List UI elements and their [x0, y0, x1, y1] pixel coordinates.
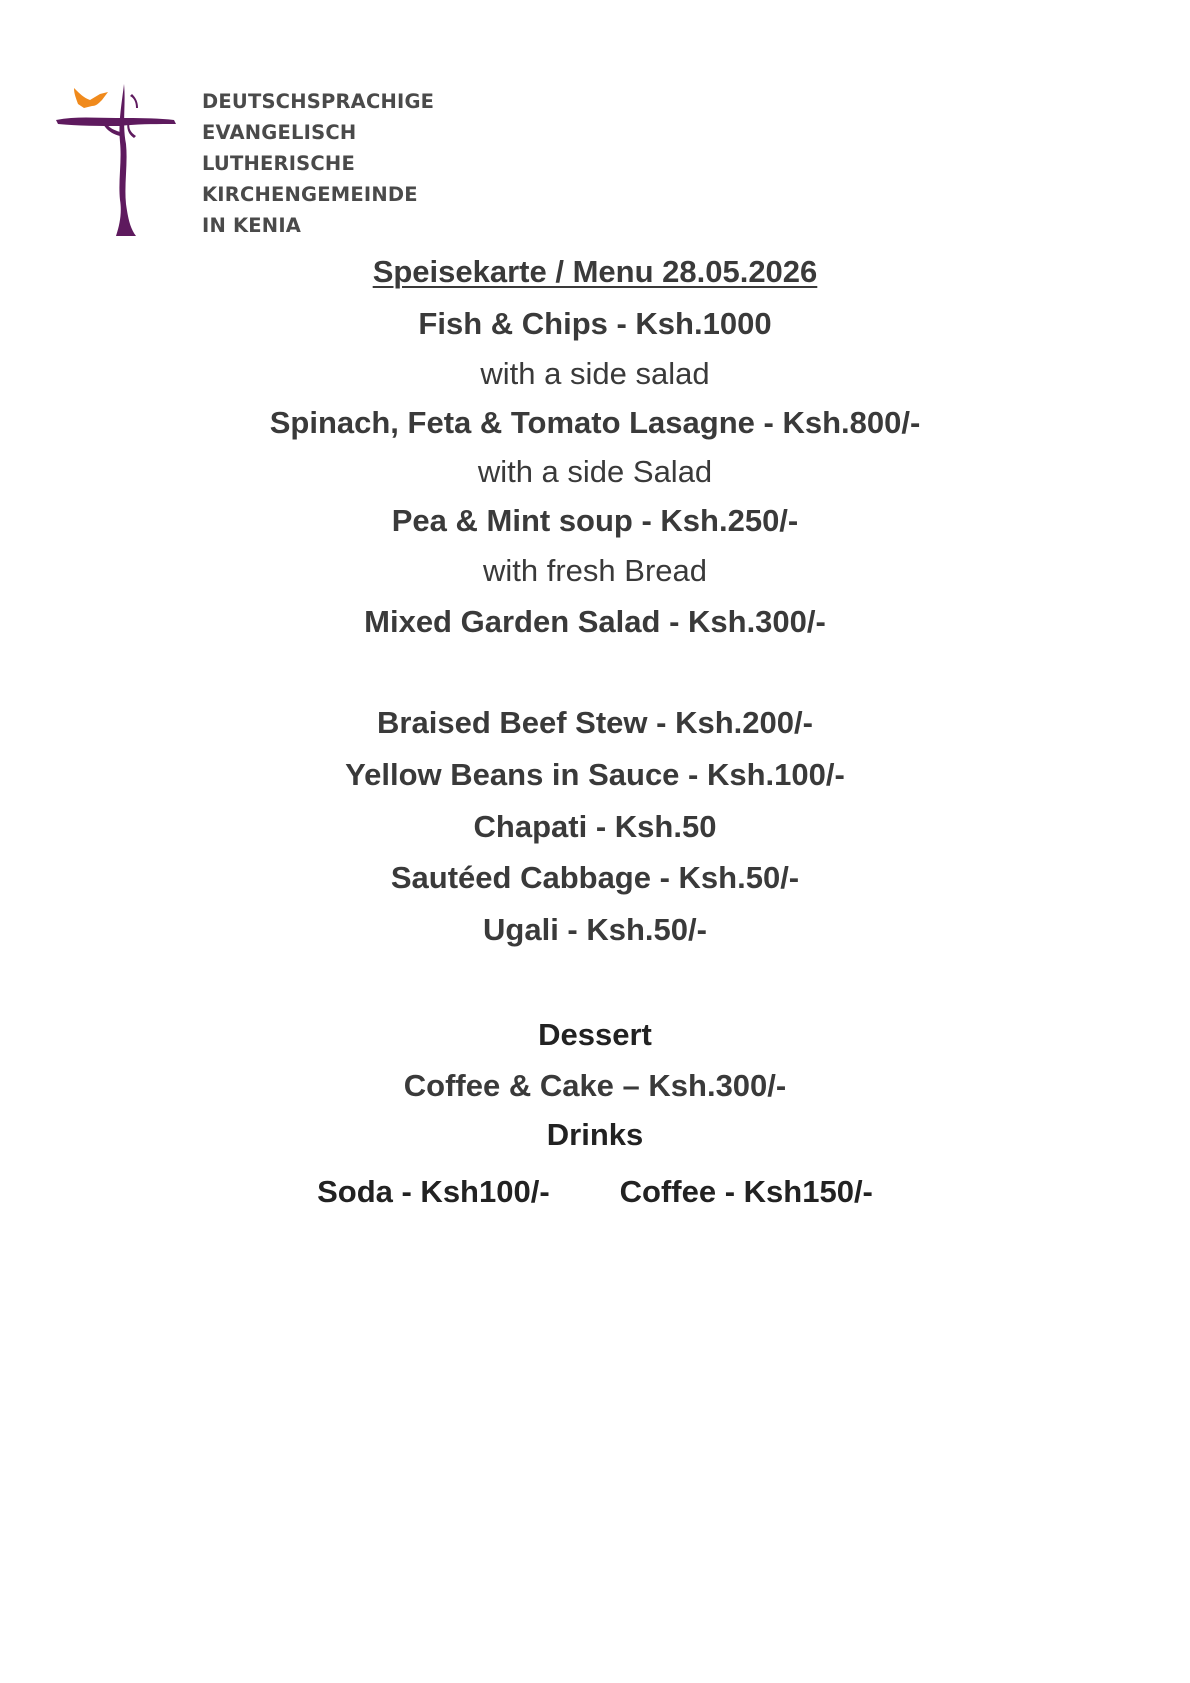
- church-name-line: KIRCHENGEMEINDE: [202, 183, 418, 206]
- drinks-heading: Drinks: [546, 1117, 644, 1152]
- local-menu-item: Yellow Beans in Sauce - Ksh.100/-: [345, 757, 845, 792]
- menu-item: Mixed Garden Salad - Ksh.300/-: [364, 604, 826, 639]
- menu-item: Spinach, Feta & Tomato Lasagne - Ksh.800/-: [269, 405, 921, 440]
- soda-item: Soda - Ksh100/-: [317, 1174, 550, 1209]
- church-name-line: EVANGELISCH: [202, 121, 357, 144]
- dessert-heading: Dessert: [538, 1017, 652, 1052]
- menu-item-note: with fresh Bread: [483, 553, 707, 588]
- coffee-item: Coffee - Ksh150/-: [619, 1174, 873, 1209]
- church-name-line: DEUTSCHSPRACHIGE: [202, 90, 435, 113]
- church-name-line: LUTHERISCHE: [202, 152, 355, 175]
- menu-title: Speisekarte / Menu 28.05.2026: [372, 254, 818, 289]
- dessert-item: Coffee & Cake – Ksh.300/-: [403, 1068, 787, 1103]
- drinks-row: [0, 1172, 1190, 1212]
- local-menu-item: Sautéed Cabbage - Ksh.50/-: [390, 860, 800, 895]
- local-menu-item: Ugali - Ksh.50/-: [483, 912, 707, 947]
- local-menu-item: Chapati - Ksh.50: [473, 809, 717, 844]
- cross-dove-logo-icon: [56, 84, 188, 236]
- church-name-line: IN KENIA: [202, 214, 302, 237]
- menu-item-note: with a side salad: [480, 356, 710, 391]
- church-logo: [56, 84, 456, 236]
- menu-item: Fish & Chips - Ksh.1000: [418, 306, 772, 341]
- church-name: [202, 86, 434, 241]
- menu-item: Pea & Mint soup - Ksh.250/-: [391, 503, 799, 538]
- local-menu-item: Braised Beef Stew - Ksh.200/-: [377, 705, 813, 740]
- menu-item-note: with a side Salad: [477, 454, 713, 489]
